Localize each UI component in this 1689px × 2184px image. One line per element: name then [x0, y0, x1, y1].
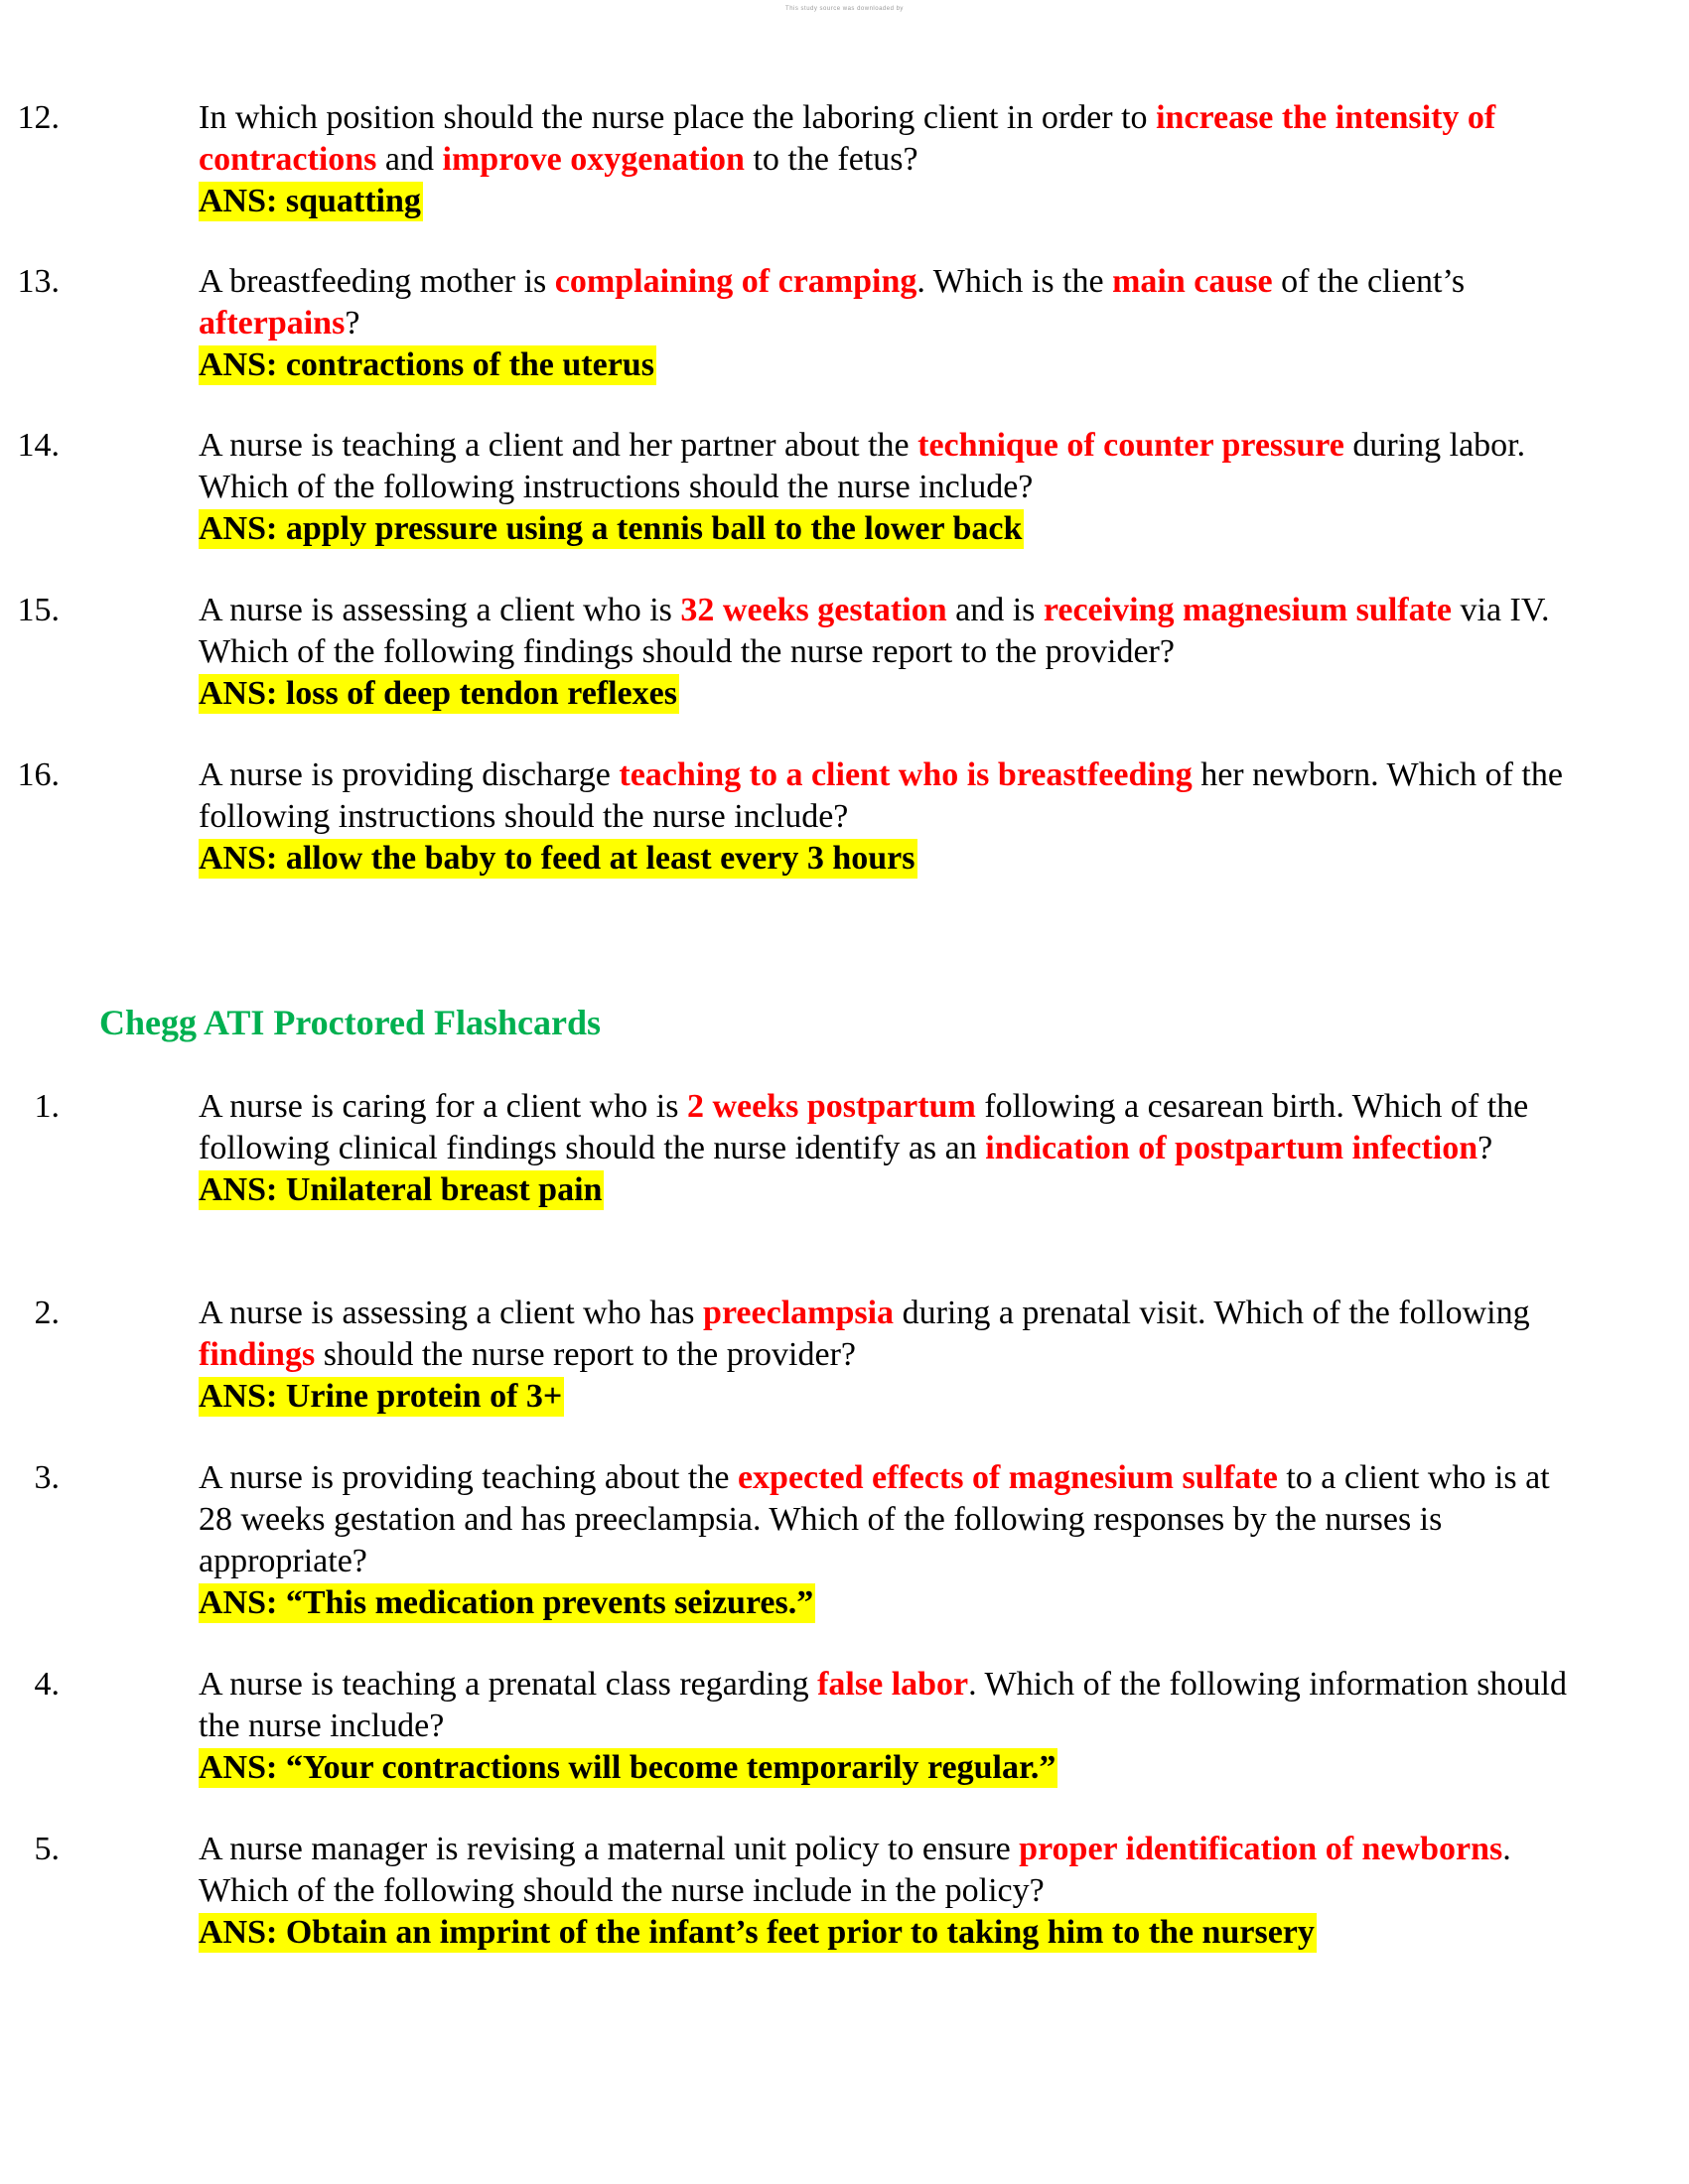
question-text: [199, 1664, 1577, 1789]
highlight-phrase: findings: [199, 1336, 316, 1373]
answer-highlight: ANS: squatting: [199, 183, 421, 219]
question-segment: should the nurse report to the provider?: [315, 1336, 856, 1373]
question-segment: ?: [345, 305, 360, 341]
highlight-phrase: proper identification of newborns: [1019, 1831, 1503, 1867]
question-text: [199, 1086, 1577, 1211]
question-segment: during labor. Which of the following instructions should the nurse include?: [199, 427, 1526, 505]
question-number: 5.: [34, 1831, 60, 1867]
highlight-phrase: technique of counter pressure: [917, 427, 1344, 464]
question-segment: A breastfeeding mother is: [199, 263, 555, 300]
question-text: [199, 97, 1577, 222]
question-segment: to a client who is at 28 weeks gestation and has preeclampsia. Which of the following responses by the nurses is appropriate?: [199, 1459, 1550, 1579]
question-segment: A nurse is teaching a client and her partner about the: [199, 427, 918, 464]
question-item: [17, 97, 1577, 222]
question-number: 1.: [34, 1088, 60, 1125]
question-text: [199, 1457, 1577, 1624]
question-segment: In which position should the nurse place the laboring client in order to: [199, 99, 1157, 136]
highlight-phrase: improve oxygenation: [442, 141, 745, 178]
question-number: 12.: [17, 99, 60, 136]
question-number: 15.: [17, 592, 60, 628]
answer-highlight: ANS: “Your contractions will become temporarily regular.”: [199, 1749, 1056, 1786]
question-text: [199, 590, 1577, 715]
question-number: 3.: [34, 1459, 60, 1496]
highlight-phrase: teaching to a client who is breastfeeding: [619, 756, 1193, 793]
answer-highlight: ANS: Unilateral breast pain: [199, 1171, 603, 1208]
question-segment: A nurse is providing discharge: [199, 756, 620, 793]
question-text: [199, 754, 1577, 880]
question-segment: via IV. Which of the following findings should the nurse report to the provider?: [199, 592, 1550, 670]
highlight-phrase: complaining of cramping: [554, 263, 917, 300]
question-item: [17, 754, 1577, 880]
question-segment: . Which of the following information should the nurse include?: [199, 1666, 1567, 1744]
question-item: [17, 261, 1577, 386]
highlight-phrase: 2 weeks postpartum: [686, 1088, 976, 1125]
question-number: 4.: [34, 1666, 60, 1703]
question-segment: and: [376, 141, 443, 178]
highlight-phrase: expected effects of magnesium sulfate: [737, 1459, 1278, 1496]
answer-highlight: ANS: loss of deep tendon reflexes: [199, 675, 677, 712]
question-segment: during a prenatal visit. Which of the following: [894, 1295, 1530, 1331]
question-segment: A nurse is assessing a client who is: [199, 592, 681, 628]
question-item: [34, 1664, 1577, 1789]
question-segment: her newborn. Which of the following instructions should the nurse include?: [199, 756, 1563, 835]
highlight-phrase: 32 weeks gestation: [680, 592, 947, 628]
question-item: [34, 1829, 1577, 1954]
answer-highlight: ANS: apply pressure using a tennis ball to the lower back: [199, 510, 1023, 547]
answer-highlight: ANS: Obtain an imprint of the infant’s feet prior to taking him to the nursery: [199, 1914, 1315, 1951]
question-text: [199, 1829, 1577, 1954]
question-segment: A nurse is providing teaching about the: [199, 1459, 738, 1496]
question-segment: A nurse manager is revising a maternal unit policy to ensure: [199, 1831, 1020, 1867]
question-text: [199, 1293, 1577, 1418]
question-number: 16.: [17, 756, 60, 793]
highlight-phrase: afterpains: [199, 305, 346, 341]
question-segment: and is: [946, 592, 1044, 628]
highlight-phrase: increase the intensity of contractions: [199, 99, 1496, 178]
question-segment: following a cesarean birth. Which of the following clinical findings should the nurse identify as an: [199, 1088, 1529, 1166]
watermark-text: This study source was downloaded by: [785, 6, 904, 12]
question-segment: . Which of the following should the nurse include in the policy?: [199, 1831, 1511, 1909]
question-item: [34, 1086, 1577, 1211]
question-segment: ?: [1478, 1130, 1493, 1166]
question-segment: . Which is the: [916, 263, 1113, 300]
question-segment: of the client’s: [1272, 263, 1466, 300]
highlight-phrase: indication of postpartum infection: [985, 1130, 1478, 1166]
highlight-phrase: main cause: [1112, 263, 1273, 300]
section-title: Chegg ATI Proctored Flashcards: [99, 1003, 601, 1042]
question-item: [17, 425, 1577, 550]
answer-highlight: ANS: Urine protein of 3+: [199, 1378, 563, 1415]
question-segment: A nurse is caring for a client who is: [199, 1088, 687, 1125]
question-item: [34, 1457, 1577, 1624]
highlight-phrase: preeclampsia: [703, 1295, 895, 1331]
question-text: [199, 261, 1577, 386]
question-segment: A nurse is teaching a prenatal class regarding: [199, 1666, 818, 1703]
question-segment: A nurse is assessing a client who has: [199, 1295, 704, 1331]
highlight-phrase: false labor: [817, 1666, 969, 1703]
question-number: 13.: [17, 263, 60, 300]
question-item: [34, 1293, 1577, 1418]
question-number: 2.: [34, 1295, 60, 1331]
question-text: [199, 425, 1577, 550]
question-segment: to the fetus?: [744, 141, 918, 178]
question-item: [17, 590, 1577, 715]
highlight-phrase: receiving magnesium sulfate: [1043, 592, 1452, 628]
answer-highlight: ANS: contractions of the uterus: [199, 346, 654, 383]
answer-highlight: ANS: “This medication prevents seizures.”: [199, 1584, 814, 1621]
answer-highlight: ANS: allow the baby to feed at least every 3 hours: [199, 840, 915, 877]
question-number: 14.: [17, 427, 60, 464]
